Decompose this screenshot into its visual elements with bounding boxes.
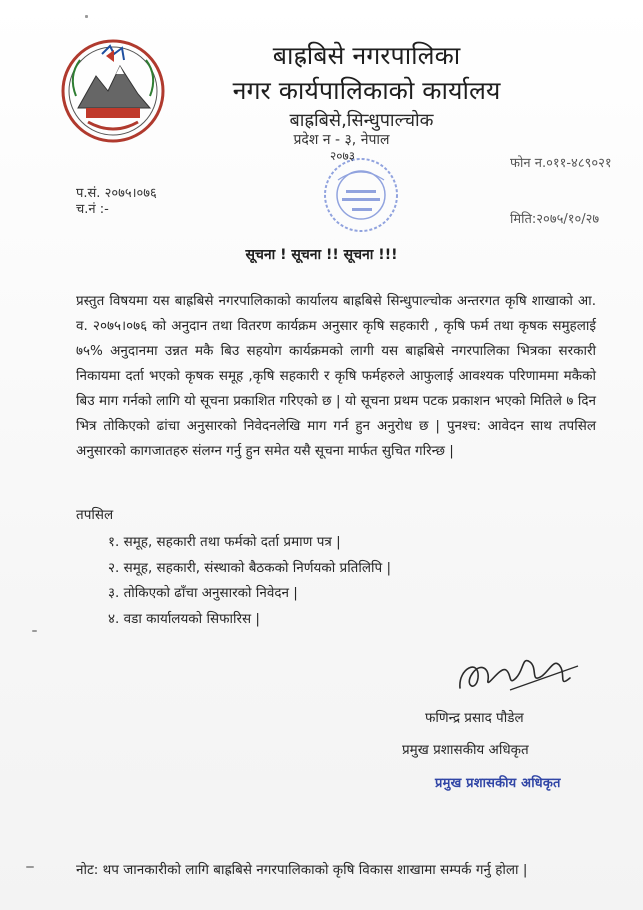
scan-speck bbox=[26, 866, 34, 868]
office-name: नगर कार्यपालिकाको कार्यालय bbox=[232, 76, 501, 105]
office-address: बाह्रबिसे,सिन्धुपाल्चोक bbox=[289, 110, 434, 131]
notice-body: प्रस्तुत विषयमा यस बाह्रबिसे नगरपालिकाको कार्यालय बाह्रबिसे सिन्धुपाल्चोक अन्तरगत कृषि शाखाको आ. व. २०७५।०७६ को अनुदान तथा वितरण कार्यक्रम अनुसार कृषि सहकारी , कृषि फर्म तथा कृषक समुहलाई ७५% अनुदानमा उन्नत मकै बिउ सहयोग कार्यक्रमको लागी यस बाह्रबिसे नगरपालिका भित्रका सरकारी निकायमा दर्ता भएको कृषक समूह ,कृषि सहकारी र कृषि फर्महरुले आफुलाई आवश्यक परिणाममा मकैको बिउ माग गर्नको लागि यो सूचना प्रकाशित गरिएको छ | यो सूचना प्रथम पटक प्रकाशन भएको मितिले ७ दिन भित्र तोकिएको ढांचा अनुसारको निवेदनलेखि माग गर्न हुन अनुरोध छ | पुनश्च: आवेदन साथ तपसिल अनुसारको कागजातहरु संलग्न गर्नु हुन समेत यसै सूचना मार्फत सुचित गरिन्छ | bbox=[76, 293, 596, 459]
patra-sankhya: प.सं. २०७५।०७६ bbox=[76, 186, 157, 201]
signer-title: प्रमुख प्रशासकीय अधिकृत bbox=[402, 742, 529, 758]
list-item: १. समूह, सहकारी तथा फर्मको दर्ता प्रमाण पत्र | bbox=[108, 534, 341, 550]
scan-speck bbox=[32, 630, 37, 632]
signature-stamp-text: प्रमुख प्रशासकीय अधिकृत bbox=[435, 776, 561, 791]
list-item: ३. तोकिएको ढाँचा अनुसारको निवेदन | bbox=[108, 585, 298, 601]
municipality-name: बाह्रबिसे नगरपालिका bbox=[272, 41, 461, 70]
province-line: प्रदेश न - ३, नेपाल bbox=[293, 132, 390, 148]
notice-title: सूचना ! सूचना !! सूचना !!! bbox=[245, 247, 398, 263]
list-item: २. समूह, सहकारी, संस्थाको बैठकको निर्णयको प्रतिलिपि | bbox=[108, 559, 392, 576]
annex-list bbox=[108, 530, 548, 632]
chalani-number: च.नं :- bbox=[76, 202, 109, 217]
established-year: २०७३ bbox=[330, 149, 355, 163]
notice-date: मिति:२०७५/१०/२७ bbox=[510, 212, 600, 227]
scan-speck bbox=[85, 15, 88, 18]
footer-note: नोट: थप जानकारीको लागि बाह्रबिसे नगरपालिकाको कृषि विकास शाखामा सम्पर्क गर्नु होला | bbox=[76, 862, 528, 878]
office-stamp-icon bbox=[318, 152, 404, 238]
annex-title: तपसिल bbox=[76, 507, 114, 523]
signer-name: फणिन्द्र प्रसाद पौडेल bbox=[425, 710, 524, 726]
phone-number: फोन न.०११-४८९०२१ bbox=[510, 156, 612, 171]
signature-icon bbox=[450, 648, 590, 698]
list-item: ४. वडा कार्यालयको सिफारिस | bbox=[108, 610, 260, 627]
